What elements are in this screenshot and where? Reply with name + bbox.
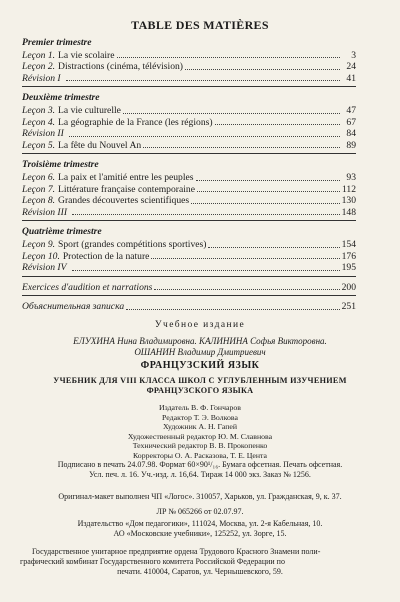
toc-entry[interactable] xyxy=(22,140,356,152)
entry-text: Distractions (cinéma, télévision) xyxy=(58,61,183,73)
entry-page: 176 xyxy=(341,250,356,262)
entry-label: Leçon 8. xyxy=(22,195,56,207)
dot-leader xyxy=(66,80,340,81)
dot-leader xyxy=(72,214,340,215)
entry-page: 67 xyxy=(346,116,356,128)
toc-entry[interactable] xyxy=(22,251,356,263)
dot-leader xyxy=(151,258,339,259)
section-title: Quatrième trimestre xyxy=(22,226,102,238)
entry-label: Leçon 7. xyxy=(22,183,56,195)
entry-label: Révision I xyxy=(22,72,61,84)
printer-line: графический комбинат Государственного комитета Российской Федерации по xyxy=(20,557,285,566)
dot-leader xyxy=(185,69,340,70)
entry-text: Sport (grandes compétitions sportives) xyxy=(58,238,207,250)
printer-line xyxy=(20,547,380,557)
toc-entry[interactable] xyxy=(22,207,356,219)
entry-page: 154 xyxy=(341,238,356,250)
toc-entry[interactable] xyxy=(22,282,356,294)
toc-extra-note xyxy=(22,301,356,315)
toc-entry[interactable] xyxy=(22,128,356,140)
entry-text: La vie scolaire xyxy=(58,49,115,61)
table-of-contents xyxy=(22,36,356,318)
credit-line: Корректоры О. А. Расказова, Т. Е. Цента xyxy=(132,450,268,460)
toc-entry[interactable] xyxy=(22,262,356,274)
toc-section-troisieme xyxy=(22,159,356,221)
credits xyxy=(20,403,380,461)
entry-page: 130 xyxy=(341,195,356,207)
toc-entry[interactable] xyxy=(22,105,356,117)
toc-entry[interactable] xyxy=(22,301,356,313)
publisher-line: Издательство «Дом педагогики», 111024, Москва, ул. 2-я Кабельная, 10. xyxy=(77,519,323,528)
toc-entry[interactable] xyxy=(22,184,356,196)
entry-label: Leçon 2. xyxy=(22,61,56,73)
entry-text: La géographie de la France (les régions) xyxy=(58,116,213,128)
publisher xyxy=(20,519,380,539)
entry-text: Exercices d'audition et narrations xyxy=(22,281,153,293)
toc-entry[interactable] xyxy=(22,195,356,207)
entry-text: Littérature française contemporaine xyxy=(58,183,195,195)
toc-section-premier xyxy=(22,37,356,87)
dot-leader xyxy=(72,270,340,271)
dot-leader xyxy=(154,289,339,290)
entry-label: Leçon 6. xyxy=(22,171,56,183)
toc-section-quatrieme xyxy=(22,226,356,276)
dot-leader xyxy=(117,57,340,58)
entry-page: 200 xyxy=(341,281,356,293)
section-title: Premier trimestre xyxy=(22,37,92,48)
credit-line: Художник А. Н. Гапей xyxy=(162,422,238,432)
entry-text: La paix et l'amitié entre les peuples xyxy=(58,171,194,183)
dot-leader xyxy=(196,180,340,181)
entry-label: Révision IV xyxy=(22,262,67,274)
dot-leader xyxy=(123,113,340,114)
entry-page: 112 xyxy=(341,183,356,195)
toc-entry[interactable] xyxy=(22,239,356,251)
toc-entry[interactable] xyxy=(22,117,356,129)
section-title: Deuxième trimestre xyxy=(22,92,100,104)
entry-label: Leçon 5. xyxy=(22,139,56,151)
section-title: Troisième trimestre xyxy=(22,159,99,171)
authors-line: ОШАНИН Владимир Дмитриевич xyxy=(134,346,266,357)
entry-page: 93 xyxy=(346,171,356,183)
entry-page: 24 xyxy=(346,61,356,73)
entry-page: 3 xyxy=(351,49,356,61)
toc-entry[interactable] xyxy=(22,172,356,184)
toc-entry[interactable] xyxy=(22,50,356,62)
entry-text: Grandes découvertes scientifiques xyxy=(58,195,190,207)
print-line: Усл. печ. л. 16. Уч.-изд. л. 16,64. Тираж 14 000 экз. Заказ № 1256. xyxy=(89,470,311,479)
entry-text: La fête du Nouvel An xyxy=(58,139,142,151)
entry-label: Leçon 1. xyxy=(22,49,56,61)
entry-page: 89 xyxy=(346,139,356,151)
authors-line: ЕЛУХИНА Нина Владимировна. КАЛИНИНА Софья Викторовна. xyxy=(73,336,327,346)
entry-label: Révision II xyxy=(22,128,64,140)
entry-page: 195 xyxy=(341,262,356,274)
print-line: Подписано в печать 24.07.98. Формат 60×90¹/₁₆. Бумага офсетная. Печать офсетная. xyxy=(57,460,343,469)
book-subtitle xyxy=(20,376,380,396)
printer-line: печати. 410004, Саратов, ул. Чернышевского, 59. xyxy=(117,567,283,576)
entry-label: Leçon 9. xyxy=(22,238,56,250)
subtitle-line: ФРАНЦУЗСКОГО ЯЗЫКА xyxy=(146,386,254,395)
dot-leader xyxy=(191,203,339,204)
toc-section-deuxieme xyxy=(22,92,356,154)
credit-line: Издатель В. Ф. Гончаров xyxy=(159,403,241,412)
toc-title: TABLE DES MATIÈRES xyxy=(131,18,269,32)
entry-label: Révision III xyxy=(22,206,68,218)
original-layout: Оригинал-макет выполнен ЧП «Логос». 310057, Харьков, ул. Гражданская, 9, к. 37. xyxy=(58,492,342,501)
publisher-line: АО «Московские учебники», 125252, ул. Зорге, 15. xyxy=(113,529,287,538)
credit-line: Технический редактор В. В. Прокопенко xyxy=(132,441,268,451)
dot-leader xyxy=(215,124,340,125)
entry-page: 84 xyxy=(346,128,356,140)
entry-page: 41 xyxy=(346,72,356,84)
credit-line: Художественный редактор Ю. М. Славнова xyxy=(127,431,273,441)
entry-label: Leçon 10. xyxy=(22,250,60,262)
edition-type: Учебное издание xyxy=(154,320,246,330)
entry-text: La vie culturelle xyxy=(58,104,121,116)
entry-text: Объяснительная записка xyxy=(22,301,125,313)
toc-entry[interactable] xyxy=(22,61,356,73)
entry-text: Protection de la nature xyxy=(62,250,150,262)
dot-leader xyxy=(143,147,340,148)
entry-page: 148 xyxy=(341,206,356,218)
dot-leader xyxy=(126,309,339,310)
dot-leader xyxy=(197,191,340,192)
print-info xyxy=(20,460,380,480)
dot-leader xyxy=(208,247,339,248)
license: ЛР № 065266 от 02.07.97. xyxy=(156,507,244,516)
authors xyxy=(20,336,380,357)
book-title: ФРАНЦУЗСКИЙ ЯЗЫК xyxy=(140,360,260,371)
toc-extra-audition xyxy=(22,282,356,297)
entry-label: Leçon 4. xyxy=(22,116,56,128)
credit-line: Редактор Т. Э. Волкова xyxy=(162,412,238,422)
entry-label: Leçon 3. xyxy=(22,104,56,116)
dot-leader xyxy=(69,136,340,137)
subtitle-line: УЧЕБНИК ДЛЯ VIII КЛАССА ШКОЛ С УГЛУБЛЕННЫМ ИЗУЧЕНИЕМ xyxy=(53,376,347,385)
entry-page: 251 xyxy=(341,301,356,313)
printer xyxy=(20,547,380,577)
toc-entry[interactable] xyxy=(22,73,356,85)
entry-page: 47 xyxy=(346,104,356,116)
printer-text: Государственное унитарное предприятие ордена Трудового Красного Знамени поли- xyxy=(32,547,321,556)
